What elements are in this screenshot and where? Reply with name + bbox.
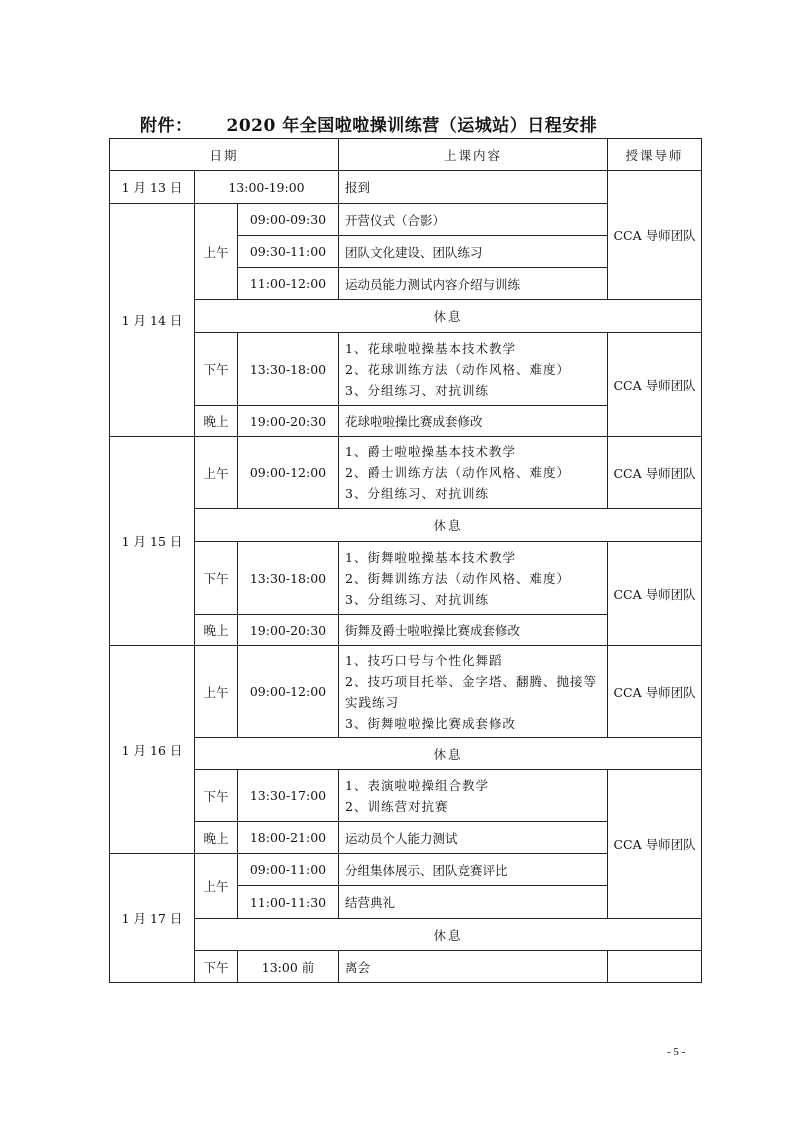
time-cell: 13:30-17:00 (238, 770, 339, 822)
period-cell: 下午 (195, 951, 238, 983)
page-number: - 5 - (667, 1046, 686, 1058)
content-cell: 花球啦啦操比赛成套修改 (339, 406, 608, 437)
teacher-cell: CCA 导师团队 (608, 770, 702, 919)
time-cell: 13:30-18:00 (238, 542, 339, 615)
content-cell: 团队文化建设、团队练习 (339, 236, 608, 268)
header-content: 上课内容 (339, 139, 608, 171)
teacher-cell: CCA 导师团队 (608, 171, 702, 300)
rest-row (110, 919, 702, 951)
content-cell (339, 542, 608, 615)
content-line: 1、表演啦啦操组合教学 (345, 777, 489, 793)
header-teacher: 授课导师 (608, 139, 702, 171)
time-cell: 19:00-20:30 (238, 406, 339, 437)
date-cell: 1 月 17 日 (110, 854, 195, 983)
content-cell (339, 437, 608, 509)
content-cell: 开营仪式（合影） (339, 204, 608, 236)
time-cell: 11:00-12:00 (238, 268, 339, 300)
rest-cell: 休息 (195, 300, 702, 333)
document-title (140, 111, 597, 135)
period-cell: 下午 (195, 770, 238, 822)
period-cell: 下午 (195, 542, 238, 615)
teacher-cell-empty (608, 951, 702, 983)
teacher-cell: CCA 导师团队 (608, 646, 702, 738)
content-line: 2、花球训练方法（动作风格、难度） (345, 361, 570, 377)
time-cell: 09:30-11:00 (238, 236, 339, 268)
table-row (110, 542, 702, 615)
content-cell: 街舞及爵士啦啦操比赛成套修改 (339, 615, 608, 646)
rest-row (110, 300, 702, 333)
table-row (110, 770, 702, 822)
content-line: 2、技巧项目托举、金字塔、翻腾、抛接等 (345, 673, 597, 689)
title-text: 2020 年全国啦啦操训练营（运城站）日程安排 (226, 116, 598, 136)
header-row (110, 139, 702, 171)
title-label: 附件： (140, 116, 193, 136)
time-cell: 09:00-12:00 (238, 437, 339, 509)
date-cell: 1 月 16 日 (110, 646, 195, 854)
period-cell: 上午 (195, 204, 238, 300)
date-cell: 1 月 15 日 (110, 437, 195, 646)
schedule-table (109, 138, 702, 983)
content-line: 实践练习 (345, 694, 400, 710)
content-line: 3、分组练习、对抗训练 (345, 382, 489, 398)
time-cell: 18:00-21:00 (238, 822, 339, 854)
content-cell: 运动员能力测试内容介绍与训练 (339, 268, 608, 300)
content-cell: 结营典礼 (339, 886, 608, 919)
rest-cell: 休息 (195, 738, 702, 770)
content-line: 2、训练营对抗赛 (345, 798, 449, 814)
time-cell: 13:00 前 (238, 951, 339, 983)
rest-row (110, 738, 702, 770)
time-cell: 13:30-18:00 (238, 333, 339, 406)
time-cell: 09:00-11:00 (238, 854, 339, 886)
time-cell: 09:00-12:00 (238, 646, 339, 738)
table-row (110, 333, 702, 406)
period-cell: 上午 (195, 437, 238, 509)
content-cell: 离会 (339, 951, 608, 983)
content-line: 1、街舞啦啦操基本技术教学 (345, 549, 516, 565)
teacher-cell: CCA 导师团队 (608, 437, 702, 509)
content-cell: 报到 (339, 171, 608, 204)
date-cell: 1 月 14 日 (110, 204, 195, 437)
rest-row (110, 509, 702, 542)
time-cell: 09:00-09:30 (238, 204, 339, 236)
content-cell: 运动员个人能力测试 (339, 822, 608, 854)
table-row (110, 646, 702, 738)
rest-cell: 休息 (195, 919, 702, 951)
content-line: 2、街舞训练方法（动作风格、难度） (345, 570, 570, 586)
content-line: 1、技巧口号与个性化舞蹈 (345, 652, 503, 668)
time-cell: 19:00-20:30 (238, 615, 339, 646)
period-cell: 上午 (195, 646, 238, 738)
content-cell (339, 333, 608, 406)
date-cell: 1 月 13 日 (110, 171, 195, 204)
content-line: 3、分组练习、对抗训练 (345, 486, 489, 501)
period-cell: 下午 (195, 333, 238, 406)
content-line: 3、街舞啦啦操比赛成套修改 (345, 715, 516, 731)
teacher-cell: CCA 导师团队 (608, 542, 702, 646)
content-cell: 分组集体展示、团队竞赛评比 (339, 854, 608, 886)
content-cell (339, 770, 608, 822)
time-cell: 11:00-11:30 (238, 886, 339, 919)
content-line: 3、分组练习、对抗训练 (345, 591, 489, 607)
period-cell: 晚上 (195, 615, 238, 646)
content-line: 1、爵士啦啦操基本技术教学 (345, 444, 516, 459)
content-cell (339, 646, 608, 738)
content-line: 1、花球啦啦操基本技术教学 (345, 340, 516, 356)
period-cell: 晚上 (195, 406, 238, 437)
rest-cell: 休息 (195, 509, 702, 542)
table-row (110, 437, 702, 509)
time-cell: 13:00-19:00 (195, 171, 339, 204)
content-line: 2、爵士训练方法（动作风格、难度） (345, 465, 570, 480)
header-date: 日期 (110, 139, 339, 171)
table-row (110, 951, 702, 983)
period-cell: 上午 (195, 854, 238, 919)
teacher-cell: CCA 导师团队 (608, 333, 702, 437)
table-row (110, 171, 702, 204)
period-cell: 晚上 (195, 822, 238, 854)
